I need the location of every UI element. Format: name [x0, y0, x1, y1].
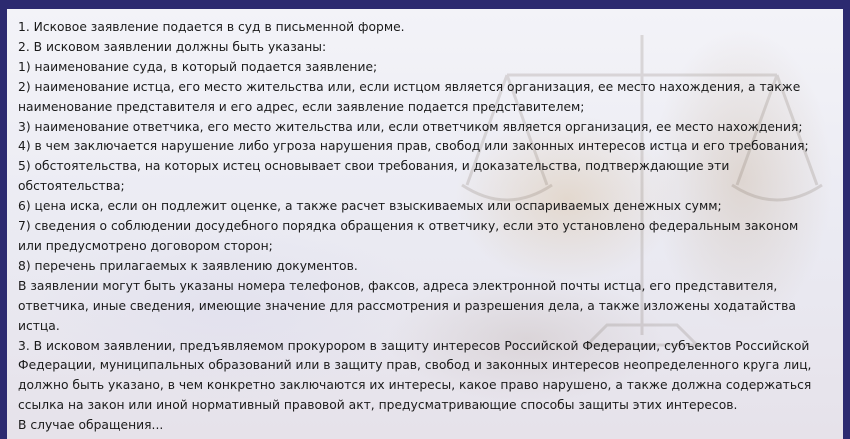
text-line: 2. В исковом заявлении должны быть указаны:: [18, 39, 327, 54]
text-line: истца.: [18, 318, 60, 333]
text-line: наименование представителя и его адрес, если заявление подается представителем;: [18, 99, 585, 114]
text-line: ответчика, иные сведения, имеющие значение для рассмотрения и разрешения дела, а также изложены ходатайства: [18, 298, 796, 313]
text-line: 1. Исковое заявление подается в суд в письменной форме.: [18, 20, 405, 34]
text-line: обстоятельства;: [18, 179, 125, 194]
text-line: 6) цена иска, если он подлежит оценке, а также расчет взыскиваемых или оспариваемых денежных сумм;: [18, 199, 722, 214]
document-text: [18, 18, 838, 436]
text-line: ссылка на закон или иной нормативный правовой акт, предусматривающие способы защиты этих интересов.: [18, 398, 738, 413]
text-line: 3) наименование ответчика, его место жительства или, если ответчиком является организация, ее место нахождения;: [18, 119, 803, 134]
text-line: 4) в чем заключается нарушение либо угроза нарушения прав, свобод или законных интересов истца и его требования;: [18, 139, 809, 154]
text-line: 3. В исковом заявлении, предъявляемом прокурором в защиту интересов Российской Федерации, субъектов Российской: [18, 338, 810, 353]
content-panel: [7, 9, 843, 439]
text-line: 2) наименование истца, его место жительства или, если истцом является организация, ее место нахождения, а также: [18, 79, 801, 94]
text-line: должно быть указано, в чем конкретно заключаются их интересы, какое право нарушено, а также должна содержаться: [18, 378, 812, 393]
text-line: Федерации, муниципальных образований или в защиту прав, свобод и законных интересов неопределенного круга лиц,: [18, 358, 812, 373]
text-line: 1) наименование суда, в который подается заявление;: [18, 59, 378, 74]
text-line: 7) сведения о соблюдении досудебного порядка обращения к ответчику, если это установлено федеральным законом: [18, 219, 799, 234]
text-line: В заявлении могут быть указаны номера телефонов, факсов, адреса электронной почты истца, его представителя,: [18, 278, 778, 293]
text-line: В случае обращения...: [18, 418, 164, 433]
text-line: 5) обстоятельства, на которых истец основывает свои требования, и доказательства, подтверждающие эти: [18, 159, 730, 174]
text-line: 8) перечень прилагаемых к заявлению документов.: [18, 258, 358, 273]
text-line: или предусмотрено договором сторон;: [18, 238, 273, 253]
